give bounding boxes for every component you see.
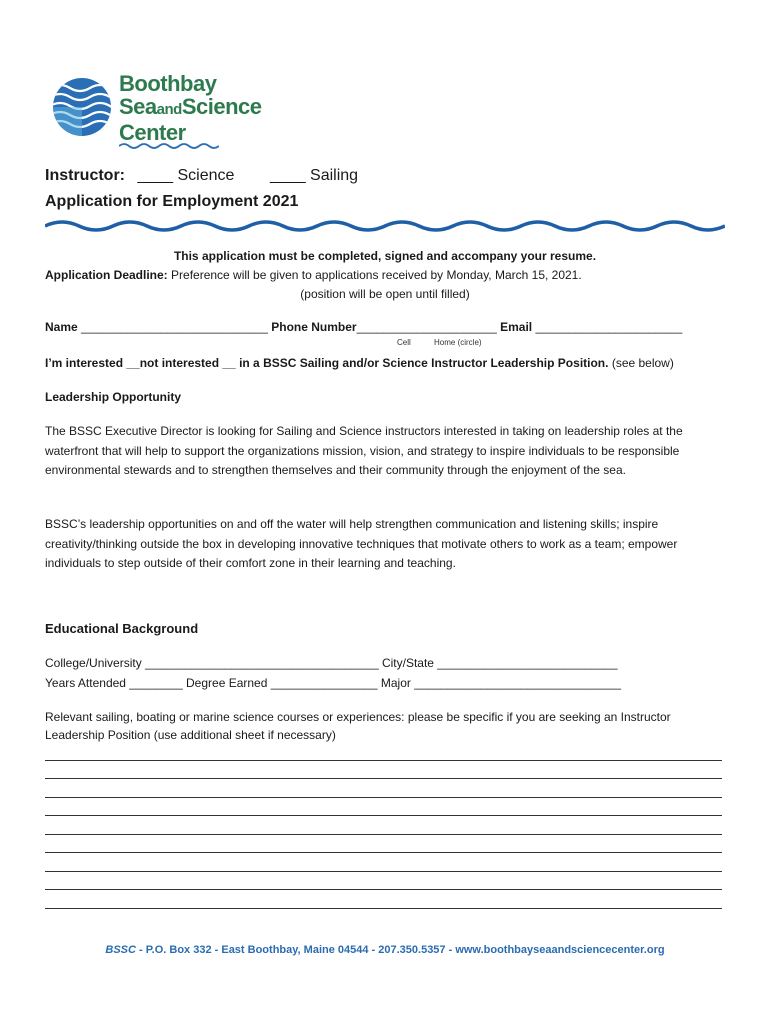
email-label: Email — [500, 320, 533, 334]
college-row[interactable]: College/University ___________________________________ City/State ___________________________ — [45, 656, 618, 670]
deadline-label: Application Deadline: — [45, 268, 168, 282]
answer-line[interactable] — [45, 852, 722, 853]
interest-line — [45, 356, 674, 370]
home-option[interactable]: Home (circle) — [434, 338, 482, 347]
answer-line[interactable] — [45, 797, 722, 798]
leadership-paragraph-2: BSSC’s leadership opportunities on and off the water will help strengthen communication and listening skills; inspire creativity/thinking outside the box in developing innovative techniques that motivate others to work as a team; empower individuals to step outside of their comfort zone in their learning and teaching. — [45, 517, 678, 570]
phone-field[interactable]: _____________________ — [356, 320, 497, 334]
answer-line[interactable] — [45, 871, 722, 872]
deadline-text: Preference will be given to applications received by Monday, March 15, 2021. — [167, 268, 582, 282]
leadership-paragraph-1: The BSSC Executive Director is looking for Sailing and Science instructors interested in taking on leadership roles at the waterfront that will help to support the organizations mission, vision, and strategy to inspire individuals to be responsible environmental stewards and to strengthen themselves and their community through the enjoyment of the sea. — [45, 424, 683, 477]
interest-text: I’m interested __not interested __ in a BSSC Sailing and/or Science Instructor Leadership Position. — [45, 356, 609, 370]
answer-line[interactable] — [45, 908, 722, 909]
answer-line[interactable] — [45, 889, 722, 890]
see-below: (see below) — [608, 356, 674, 370]
name-label: Name — [45, 320, 78, 334]
relevant-prompt: Relevant sailing, boating or marine science courses or experiences: please be specific if you are seeking an Instructor Leadership Position (use additional sheet if necessary) — [45, 710, 671, 742]
answer-line[interactable] — [45, 760, 722, 761]
logo-wave-underline — [119, 142, 219, 150]
leadership-heading: Leadership Opportunity — [45, 390, 182, 404]
instructor-label: Instructor: — [45, 167, 125, 184]
science-option: ____ Science — [137, 167, 235, 184]
wave-globe-icon — [52, 76, 112, 138]
logo-wordmark: Boothbay SeaandScience Center — [119, 71, 262, 145]
answer-line[interactable] — [45, 834, 722, 835]
answer-line[interactable] — [45, 778, 722, 779]
page-title: Application for Employment 2021 — [45, 193, 299, 210]
footer — [45, 944, 725, 956]
footer-details: - P.O. Box 332 - East Boothbay, Maine 04544 - 207.350.5357 - www.boothbayseaandsciencecenter.org — [135, 944, 665, 956]
education-heading: Educational Background — [45, 621, 199, 636]
years-row[interactable]: Years Attended ________ Degree Earned ________________ Major _______________________________ — [45, 676, 622, 690]
cell-option[interactable]: Cell — [397, 338, 411, 347]
wave-divider — [45, 218, 725, 234]
email-field[interactable]: ______________________ — [535, 320, 683, 334]
name-field[interactable]: ____________________________ — [81, 320, 268, 334]
logo — [52, 72, 272, 152]
application-notice: This application must be completed, signed and accompany your resume. — [173, 249, 597, 263]
deadline-line — [45, 268, 582, 282]
contact-line — [45, 320, 682, 334]
open-note: (position will be open until filled) — [300, 287, 470, 301]
footer-org: BSSC — [105, 944, 136, 956]
phone-label: Phone Number — [271, 320, 357, 334]
sailing-option: ____ Sailing — [270, 167, 359, 184]
answer-line[interactable] — [45, 815, 722, 816]
instructor-line — [45, 167, 359, 185]
